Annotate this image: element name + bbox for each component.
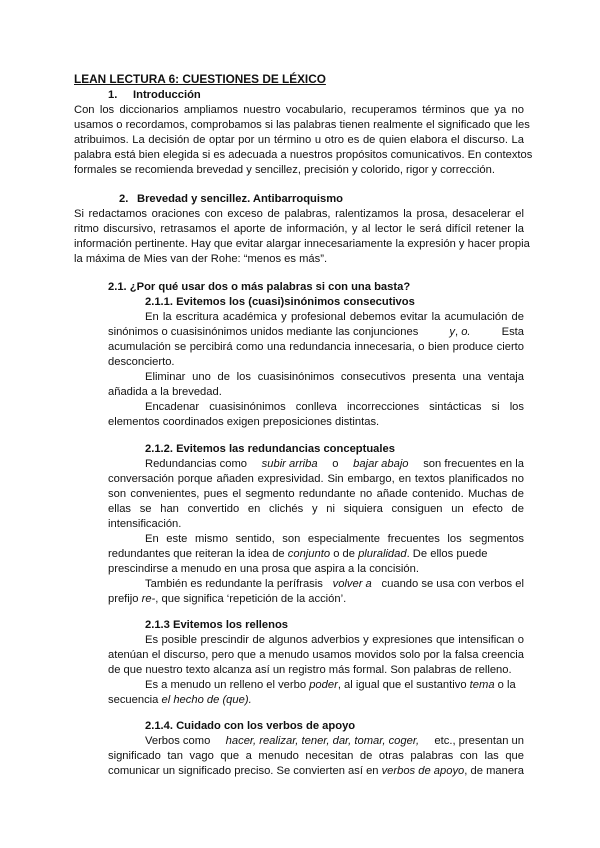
document-title: LEAN LECTURA 6: CUESTIONES DE LÉXICO bbox=[74, 72, 326, 86]
section-2-1-4-heading: 2.1.4. Cuidado con los verbos de apoyo bbox=[145, 720, 356, 732]
paragraph-line bbox=[145, 457, 524, 471]
section-1-number: 1. bbox=[108, 89, 118, 101]
italic-term: el hecho de (que). bbox=[161, 694, 252, 706]
paragraph-line: de que nuestro texto alcanza así un registro más formal. Son palabras de relleno. bbox=[108, 664, 512, 676]
text-run: cuando se usa con verbos el bbox=[381, 578, 524, 590]
paragraph-line bbox=[108, 764, 524, 778]
paragraph-line bbox=[145, 678, 524, 692]
italic-term: volver a bbox=[332, 578, 372, 590]
italic-term: tema bbox=[469, 679, 495, 691]
text-run: . De ellos puede bbox=[406, 548, 488, 560]
text-run: etc., presentan un bbox=[434, 735, 524, 747]
paragraph-line: prescindirse a menudo en una prosa que aspira a la concisión. bbox=[108, 563, 419, 575]
paragraph-line: conversación porque añaden expresividad. Sin embargo, en textos planificados no bbox=[108, 473, 524, 485]
paragraph-line bbox=[145, 577, 524, 591]
italic-term: pluralidad bbox=[358, 548, 407, 560]
section-2-line: ritmo discursivo, retrasamos el aporte de información, y al lector le será difícil retener la bbox=[74, 223, 524, 235]
text-run bbox=[382, 764, 524, 778]
text-run: o la bbox=[497, 679, 516, 691]
section-2-number: 2. bbox=[119, 193, 129, 205]
section-2-1-heading: 2.1. ¿Por qué usar dos o más palabras si con una basta? bbox=[108, 281, 411, 293]
section-1-line: usamos o recordamos, comprobamos si las palabras tienen realmente el significado que les bbox=[74, 119, 530, 131]
text-run: sinónimos o cuasisinónimos unidos mediante las conjunciones bbox=[108, 326, 419, 338]
paragraph-line: significado tan vago que a menudo necesitan de otras palabras con las que bbox=[108, 750, 524, 762]
section-2-1-2-heading: 2.1.2. Evitemos las redundancias conceptuales bbox=[145, 443, 395, 455]
italic-term: poder bbox=[309, 679, 338, 691]
text-run: Redundancias como bbox=[145, 458, 247, 470]
section-2-1-1-heading: 2.1.1. Evitemos los (cuasi)sinónimos consecutivos bbox=[145, 296, 415, 308]
paragraph-line bbox=[108, 693, 252, 707]
section-2-line: la máxima de Mies van der Rohe: “menos es más”. bbox=[74, 253, 328, 265]
italic-term: conjunto bbox=[287, 548, 331, 560]
text-run: prefijo bbox=[108, 593, 139, 605]
paragraph-line: atenúan el discurso, pero que a menudo usamos movidos solo por la falsa creencia bbox=[108, 649, 524, 661]
section-2-line: Si redactamos oraciones con exceso de palabras, ralentizamos la prosa, desacelerar el bbox=[74, 208, 524, 220]
paragraph-line: añadida a la brevedad. bbox=[108, 386, 222, 398]
paragraph-line bbox=[108, 547, 524, 561]
text-run: Verbos como bbox=[145, 735, 211, 747]
paragraph-line: En este mismo sentido, son especialmente frecuentes los segmentos bbox=[145, 533, 524, 545]
text-run: o de bbox=[333, 548, 355, 560]
paragraph-line: elementos coordinados exigen preposiciones distintas. bbox=[108, 416, 380, 428]
paragraph-line bbox=[145, 734, 524, 748]
paragraph-line bbox=[108, 325, 524, 339]
paragraph-line: desconcierto. bbox=[108, 356, 175, 368]
text-run: Es a menudo un relleno el verbo bbox=[145, 679, 307, 691]
section-2-heading: Brevedad y sencillez. Antibarroquismo bbox=[137, 193, 343, 205]
section-1-line: formales se recomienda brevedad y sencillez, precisión y colorido, rigor y corrección. bbox=[74, 164, 495, 176]
text-run: o bbox=[332, 458, 339, 470]
text-run: , que significa ‘repetición de la acción’. bbox=[155, 593, 347, 605]
italic-term: re- bbox=[141, 593, 156, 605]
paragraph-line: Encadenar cuasisinónimos conlleva incorrecciones sintácticas si los bbox=[145, 401, 524, 413]
paragraph-line: intensificación. bbox=[108, 518, 182, 530]
text-run: , de manera bbox=[464, 765, 524, 777]
text-run bbox=[449, 325, 470, 339]
section-1-line: atribuimos. La decisión de optar por un término u otro es de quien elabora el discurso. La bbox=[74, 134, 524, 146]
text-run: redundantes que reiteran la idea de bbox=[108, 548, 285, 560]
paragraph-line: acumulación se percibirá como una redundancia innecesaria, o bien produce cierto bbox=[108, 341, 524, 353]
paragraph-line: En la escritura académica y profesional debemos evitar la acumulación de bbox=[145, 311, 524, 323]
paragraph-line: ellas se han convertido en clichés y ni siquiera consiguen un efecto de bbox=[108, 503, 524, 515]
section-1-heading: Introducción bbox=[133, 89, 201, 101]
text-run: comunicar un significado preciso. Se convierten así en bbox=[108, 765, 379, 777]
italic-term: subir arriba bbox=[261, 458, 318, 470]
italic-term: verbos de apoyo bbox=[381, 765, 465, 777]
italic-term: o. bbox=[461, 326, 471, 338]
section-2-line: información pertinente. Hay que evitar alargar innecesariamente la expresión y hacer propia bbox=[74, 238, 530, 250]
italic-term: y bbox=[449, 326, 455, 338]
text-run: , bbox=[454, 326, 459, 338]
text-run: , al igual que el sustantivo bbox=[337, 679, 467, 691]
text-run: Esta bbox=[501, 326, 524, 338]
paragraph-line: Es posible prescindir de algunos adverbios y expresiones que intensifican o bbox=[145, 634, 524, 646]
text-run: son frecuentes en la bbox=[423, 458, 524, 470]
italic-term: hacer, realizar, tener, dar, tomar, coger, bbox=[225, 735, 420, 747]
section-2-1-3-heading: 2.1.3 Evitemos los rellenos bbox=[145, 619, 289, 631]
paragraph-line: Eliminar uno de los cuasisinónimos consecutivos presenta una ventaja bbox=[145, 371, 524, 383]
section-1-line: palabra está bien elegida si es adecuada a nuestros propósitos comunicativos. En contextos bbox=[74, 149, 533, 161]
italic-term: bajar abajo bbox=[353, 458, 409, 470]
paragraph-line: son convenientes, pues el segmento redundante no añade contenido. Muchas de bbox=[108, 488, 524, 500]
paragraph-line bbox=[108, 592, 346, 606]
text-run: secuencia bbox=[108, 694, 159, 706]
section-1-line: Con los diccionarios ampliamos nuestro vocabulario, recuperamos términos que ya no bbox=[74, 104, 524, 116]
text-run: También es redundante la perífrasis bbox=[145, 578, 323, 590]
